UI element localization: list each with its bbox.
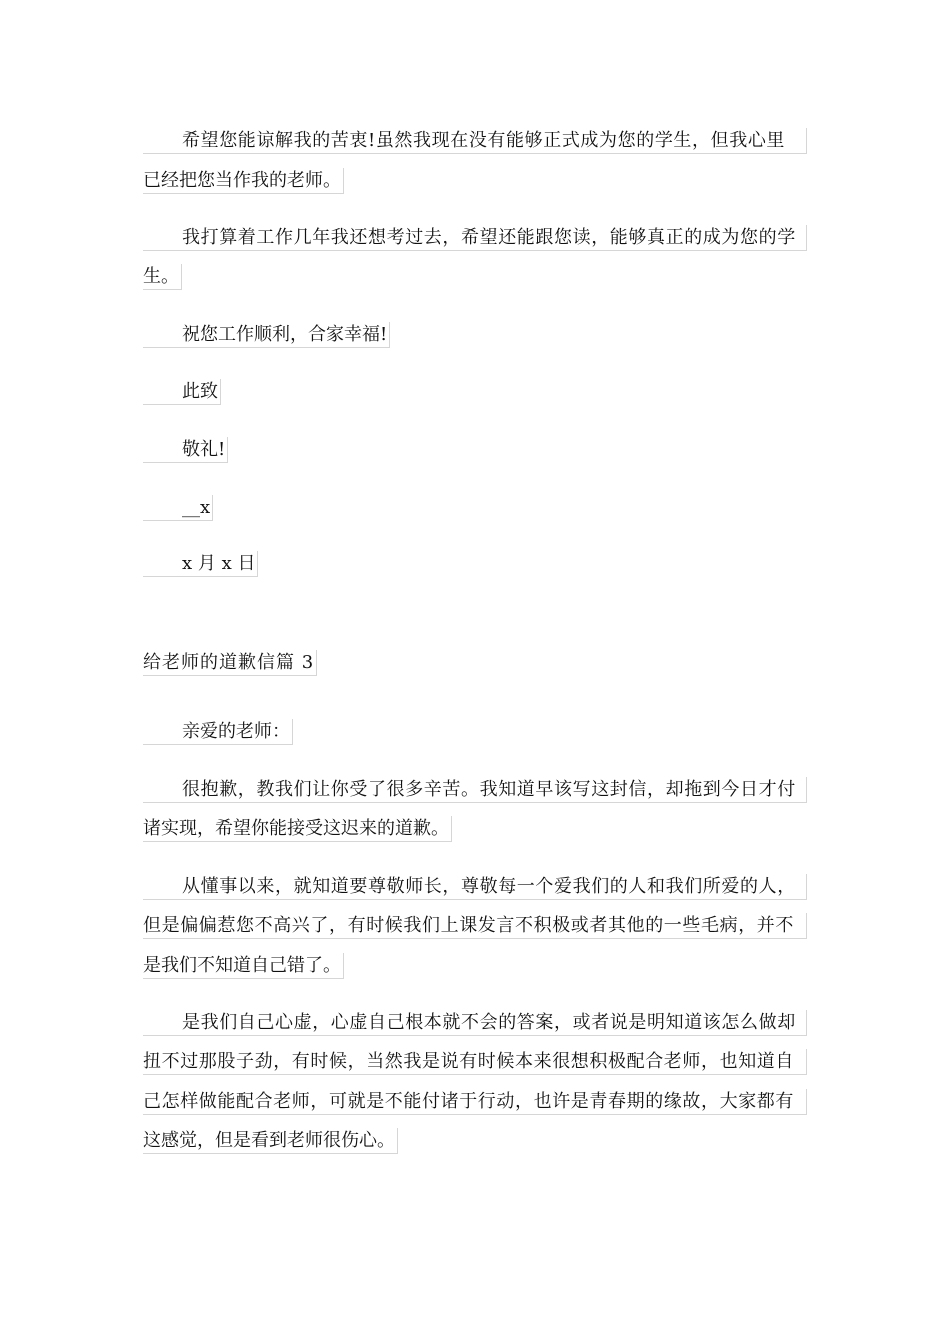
date-line: x 月 x 日 [143,551,258,577]
closing-cizhi: 此致 [143,379,221,405]
paragraph-10-line-1: 是我们自己心虚，心虚自己根本就不会的答案，或者说是明知道该怎么做却 [143,1010,807,1036]
closing-jingli: 敬礼! [143,437,228,463]
paragraph-wishes: 祝您工作顺利，合家幸福! [143,322,390,348]
paragraph-9-line-3: 是我们不知道自己错了。 [143,953,344,979]
paragraph-8-line-2: 诸实现，希望你能接受这迟来的道歉。 [143,816,452,842]
paragraph-9-line-2: 但是偏偏惹您不高兴了，有时候我们上课发言不积极或者其他的一些毛病，并不 [143,913,807,939]
section-heading: 给老师的道歉信篇 3 [143,650,317,676]
paragraph-2-line-2: 生。 [143,264,182,290]
paragraph-10-line-3: 己怎样做能配合老师，可就是不能付诸于行动，也许是青春期的缘故，大家都有 [143,1089,807,1115]
paragraph-9-line-1: 从懂事以来，就知道要尊敬师长，尊敬每一个爱我们的人和我们所爱的人， [143,874,807,900]
paragraph-1-line-2: 已经把您当作我的老师。 [143,168,344,194]
paragraph-1-line-1: 希望您能谅解我的苦衷!虽然我现在没有能够正式成为您的学生，但我心里 [143,128,807,154]
salutation: 亲爱的老师： [143,719,293,745]
paragraph-10-line-4: 这感觉，但是看到老师很伤心。 [143,1128,398,1154]
paragraph-10-line-2: 扭不过那股子劲，有时候，当然我是说有时候本来很想积极配合老师，也知道自 [143,1049,807,1075]
paragraph-2-line-1: 我打算着工作几年我还想考过去，希望还能跟您读，能够真正的成为您的学 [143,225,807,251]
paragraph-8-line-1: 很抱歉，教我们让你受了很多辛苦。我知道早该写这封信，却拖到今日才付 [143,777,807,803]
signature-placeholder: __x [143,495,213,521]
